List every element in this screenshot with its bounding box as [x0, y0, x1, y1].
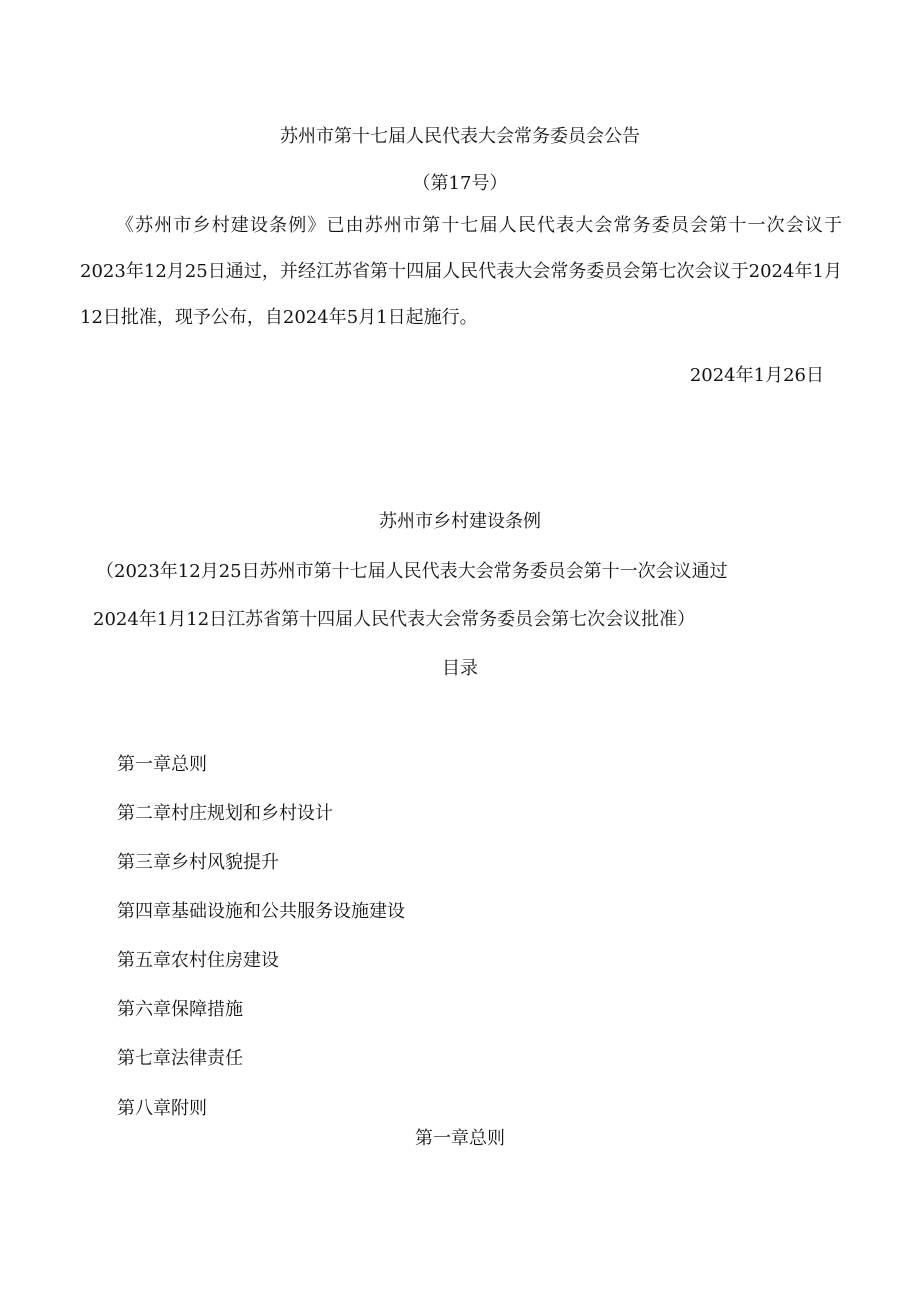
announcement-title: 苏州市第十七届人民代表大会常务委员会公告: [280, 126, 640, 147]
toc-item: 第五章农村住房建设: [117, 950, 279, 971]
toc-item: 第二章村庄规划和乡村设计: [117, 803, 333, 824]
regulation-passage-line-2: 2024年1月12日江苏省第十四届人民代表大会常务委员会第七次会议批准）: [93, 609, 696, 630]
announcement-body: 《苏州市乡村建设条例》已由苏州市第十七届人民代表大会常务委员会第十一次会议于2023年12月25日通过，并经江苏省第十四届人民代表大会常务委员会第七次会议于2024年1月12日批准，现予公布，自2024年5月1日起施行。: [80, 215, 842, 328]
toc-heading: 目录: [442, 658, 478, 679]
chapter-heading: 第一章总则: [415, 1128, 505, 1149]
toc-item: 第七章法律责任: [117, 1048, 243, 1069]
toc-item: 第三章乡村风貌提升: [117, 852, 279, 873]
regulation-title: 苏州市乡村建设条例: [379, 511, 541, 532]
toc-item: 第四章基础设施和公共服务设施建设: [117, 901, 405, 922]
toc-item: 第一章总则: [117, 754, 207, 775]
toc-item: 第六章保障措施: [117, 999, 243, 1020]
announcement-number: （第17号）: [412, 173, 508, 194]
toc-item: 第八章附则: [117, 1098, 207, 1119]
announcement-date: 2024年1月26日: [689, 365, 824, 386]
regulation-passage-line-1: （2023年12月25日苏州市第十七届人民代表大会常务委员会第十一次会议通过: [96, 561, 728, 582]
